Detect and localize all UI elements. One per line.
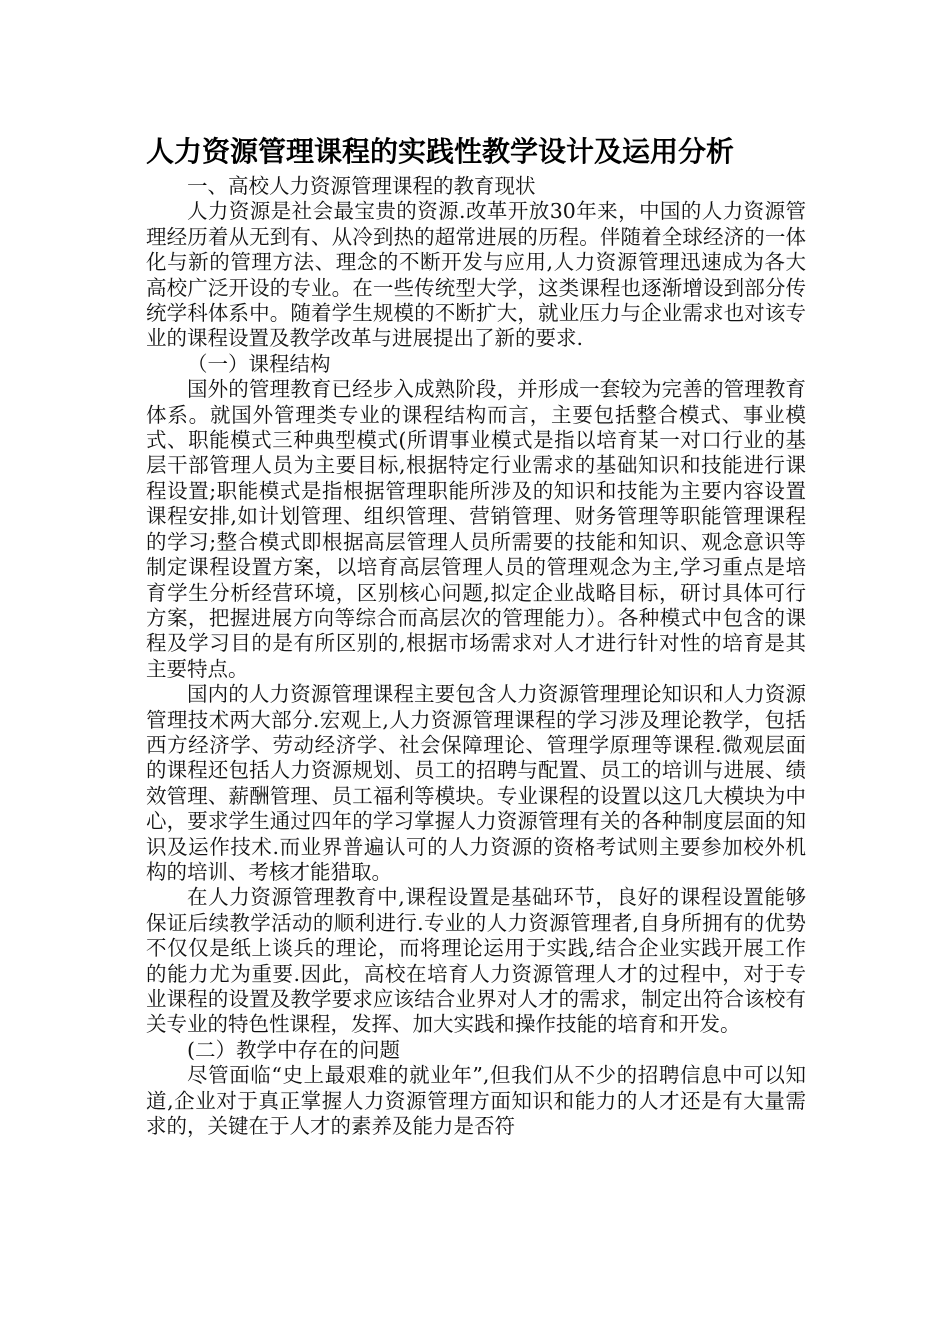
- paragraph: 在人力资源管理教育中,课程设置是基础环节，良好的课程设置能够保证后续教学活动的顺利进行.专业的人力资源管理者,自身所拥有的优势不仅仅是纸上谈兵的理论，而将理论运用于实践,结合企业实践开展工作的能力尤为重要.因此，高校在培育人力资源管理人才的过程中，对于专业课程的设置及教学要求应该结合业界对人才的需求，制定出符合该校有关专业的特色性课程，发挥、加大实践和操作技能的培育和开发。: [146, 885, 806, 1037]
- document-body: [146, 174, 806, 1139]
- subsection-heading: （一）课程结构: [187, 351, 331, 376]
- paragraph: 人力资源是社会最宝贵的资源.改革开放30年来，中国的人力资源管理经历着从无到有、从冷到热的超常进展的历程。伴随着全球经济的一体化与新的管理方法、理念的不断开发与应用,人力资源管理迅速成为各大高校广泛开设的专业。在一些传统型大学，这类课程也逐渐增设到部分传统学科体系中。随着学生规模的不断扩大，就业压力与企业需求也对该专业的课程设置及教学改革与进展提出了新的要求.: [146, 199, 806, 351]
- paragraph: 国外的管理教育已经步入成熟阶段，并形成一套较为完善的管理教育体系。就国外管理类专业的课程结构而言，主要包括整合模式、事业模式、职能模式三种典型模式(所谓事业模式是指以培育某一对口行业的基层干部管理人员为主要目标,根据特定行业需求的基础知识和技能进行课程设置;职能模式是指根据管理职能所涉及的知识和技能为主要内容设置课程安排,如计划管理、组织管理、营销管理、财务管理等职能管理课程的学习;整合模式即根据高层管理人员所需要的技能和知识、观念意识等制定课程设置方案，以培育高层管理人员的管理观念为主,学习重点是培育学生分析经营环境，区别核心问题,拟定企业战略目标，研讨具体可行方案，把握进展方向等综合而高层次的管理能力）。各种模式中包含的课程及学习目的是有所区别的,根据市场需求对人才进行针对性的培育是其主要特点。: [146, 377, 806, 681]
- paragraph: 尽管面临“史上最艰难的就业年”,但我们从不少的招聘信息中可以知道,企业对于真正掌握人力资源管理方面知识和能力的人才还是有大量需求的，关键在于人才的素养及能力是否符: [146, 1063, 806, 1139]
- document-title: 人力资源管理课程的实践性教学设计及运用分析: [146, 135, 735, 168]
- section-heading: 一、高校人力资源管理课程的教育现状: [187, 174, 536, 198]
- subsection-heading: (二）教学中存在的问题: [187, 1037, 400, 1062]
- paragraph: 国内的人力资源管理课程主要包含人力资源管理理论知识和人力资源管理技术两大部分.宏观上,人力资源管理课程的学习涉及理论教学，包括西方经济学、劳动经济学、社会保障理论、管理学原理等课程.微观层面的课程还包括人力资源规划、员工的招聘与配置、员工的培训与进展、绩效管理、薪酬管理、员工福利等模块。专业课程的设置以这几大模块为中心，要求学生通过四年的学习掌握人力资源管理有关的各种制度层面的知识及运作技术.而业界普遍认可的人力资源的资格考试则主要参加校外机构的培训、考核才能猎取。: [146, 682, 806, 884]
